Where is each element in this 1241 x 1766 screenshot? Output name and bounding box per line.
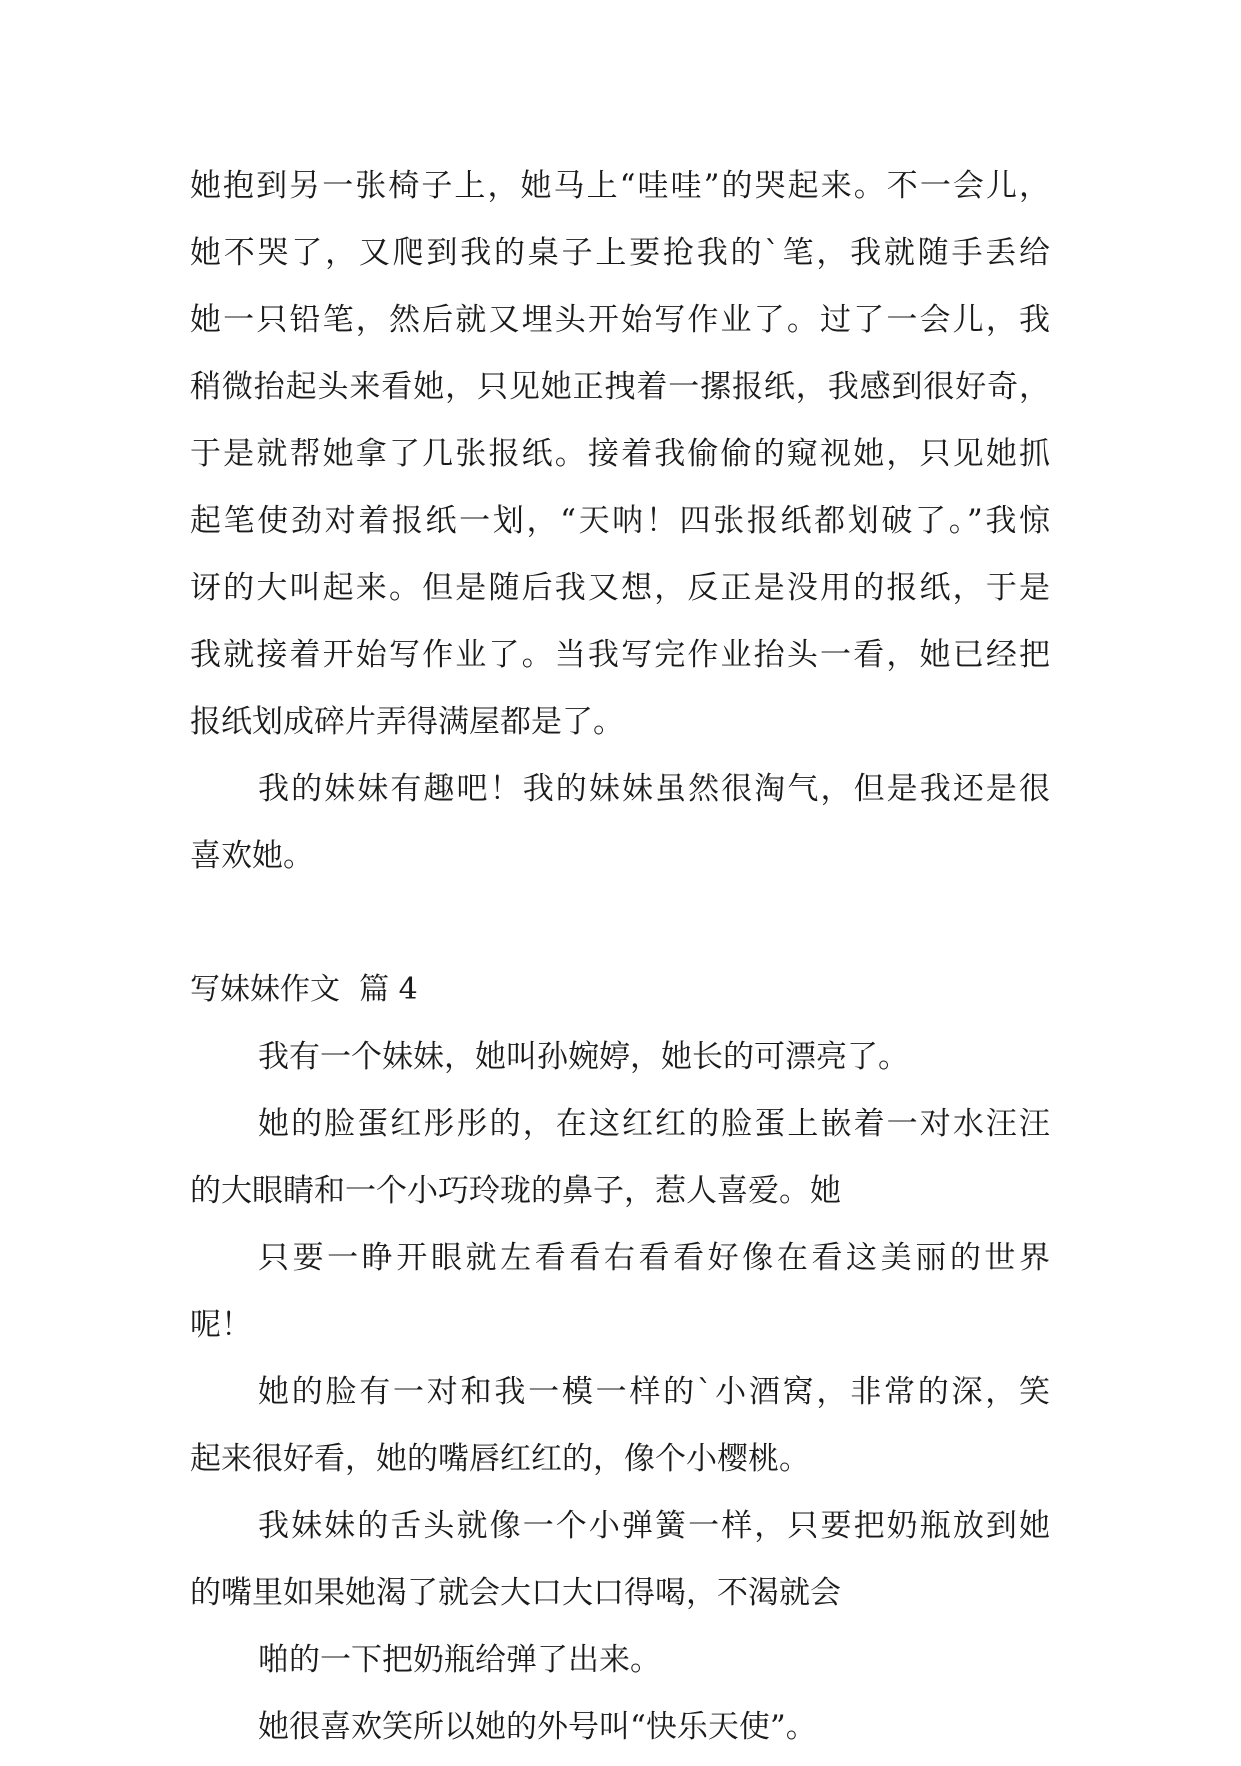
document-body <box>190 158 1050 1766</box>
text-line: 起来很好看，她的嘴唇红红的，像个小樱桃。 <box>190 1441 810 1477</box>
text-line: 她不哭了，又爬到我的桌子上要抢我的`笔，我就随手丢给 <box>190 235 1050 271</box>
text-line: 她的脸有一对和我一模一样的`小酒窝，非常的深，笑 <box>258 1374 1050 1410</box>
text-line: 起笔使劲对着报纸一划，“天呐！四张报纸都划破了。”我惊 <box>190 503 1050 539</box>
text-line: 喜欢她。 <box>190 838 314 874</box>
paragraph-3 <box>190 1230 1050 1364</box>
section-title: 写妹妹作文 篇 4 <box>190 972 418 1007</box>
paragraph-1: 我有一个妹妹，她叫孙婉婷，她长的可漂亮了。 <box>258 1039 909 1075</box>
section-spacer <box>190 895 1050 962</box>
text-line: 讶的大叫起来。但是随后我又想，反正是没用的报纸，于是 <box>190 570 1050 606</box>
text-line: 我就接着开始写作业了。当我写完作业抬头一看，她已经把 <box>190 637 1050 673</box>
text-line: 只要一睁开眼就左看看右看看好像在看这美丽的世界 <box>258 1240 1050 1276</box>
text-line: 我妹妹的舌头就像一个小弹簧一样，只要把奶瓶放到她 <box>258 1508 1050 1544</box>
paragraph-2 <box>190 1096 1050 1230</box>
text-line: 她一只铅笔，然后就又埋头开始写作业了。过了一会儿，我 <box>190 302 1050 338</box>
text-line: 她抱到另一张椅子上，她马上“哇哇”的哭起来。不一会儿， <box>190 168 1050 204</box>
text-line: 呢！ <box>190 1307 252 1343</box>
paragraph-continued <box>190 158 1050 761</box>
paragraph-7: 她很喜欢笑所以她的外号叫“快乐天使”。 <box>258 1709 817 1745</box>
text-line: 稍微抬起头来看她，只见她正拽着一摞报纸，我感到很好奇， <box>190 369 1050 405</box>
paragraph-5 <box>190 1498 1050 1632</box>
text-line: 于是就帮她拿了几张报纸。接着我偷偷的窥视她，只见她抓 <box>190 436 1050 472</box>
paragraph-closing <box>190 761 1050 895</box>
text-line: 的大眼睛和一个小巧玲珑的鼻子，惹人喜爱。她 <box>190 1173 841 1209</box>
text-line: 报纸划成碎片弄得满屋都是了。 <box>190 704 624 740</box>
paragraph-4 <box>190 1364 1050 1498</box>
text-line: 的嘴里如果她渴了就会大口大口得喝，不渴就会 <box>190 1575 841 1611</box>
text-line: 她的脸蛋红彤彤的，在这红红的脸蛋上嵌着一对水汪汪 <box>258 1106 1050 1142</box>
paragraph-6: 啪的一下把奶瓶给弹了出来。 <box>258 1642 661 1678</box>
text-line: 我的妹妹有趣吧！我的妹妹虽然很淘气，但是我还是很 <box>258 771 1050 807</box>
